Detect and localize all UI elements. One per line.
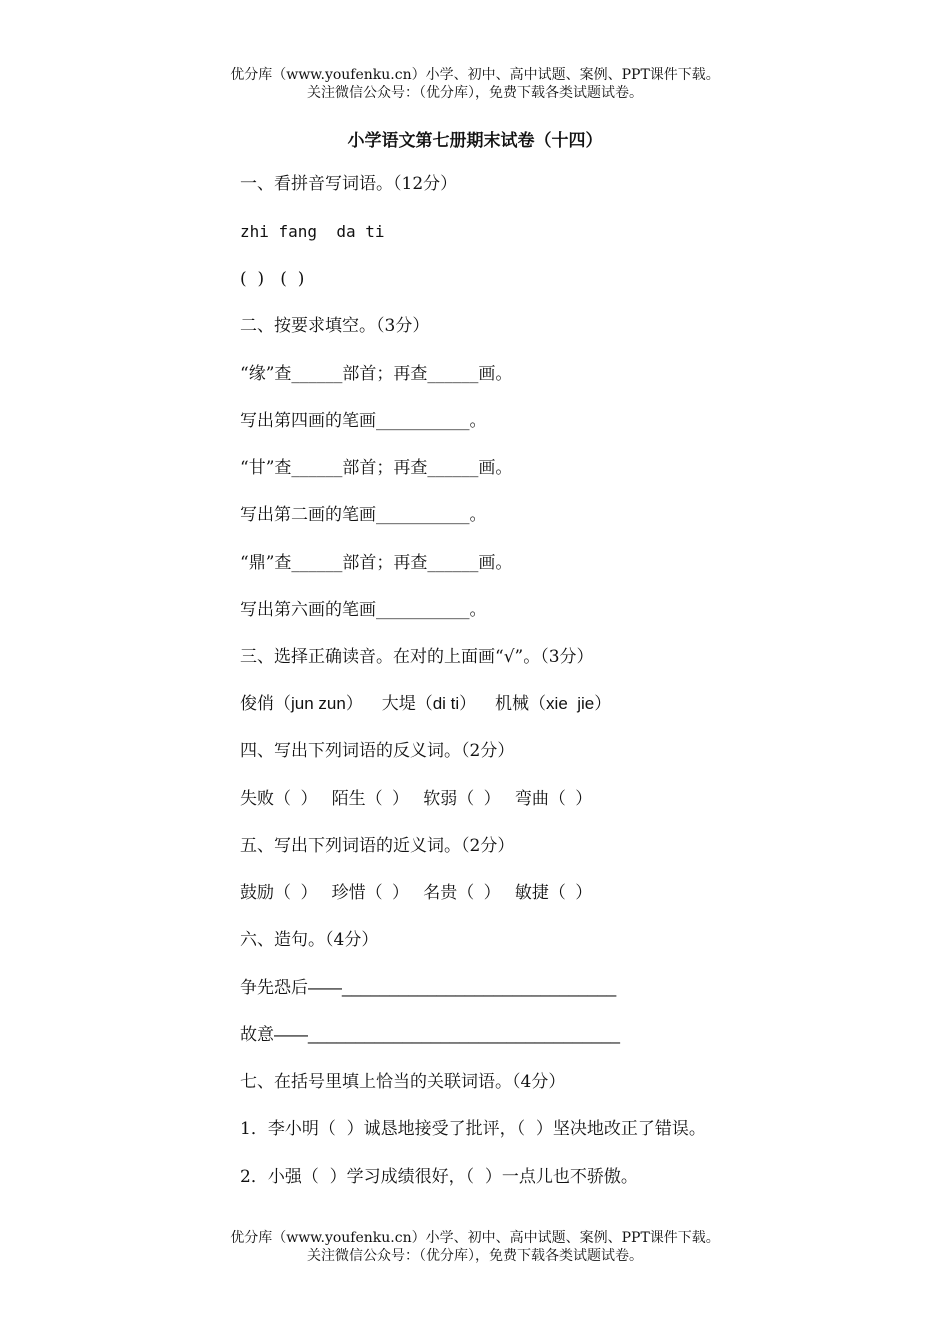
page-title: 小学语文第七册期末试卷（十四） <box>347 131 603 151</box>
pronunciation-choices: 俊俏（jun zun） 大堤（di ti） 机械（xie jie） <box>240 694 612 713</box>
antonym-items: 失败（ ） 陌生（ ） 软弱（ ） 弯曲（ ） <box>240 789 593 808</box>
fill-item: “缘”查______部首；再查______画。 <box>240 364 513 384</box>
header-line-2: 关注微信公众号：（优分库），免费下载各类试题试卷。 <box>307 85 643 101</box>
section-5-heading: 五、写出下列词语的近义词。（2分） <box>240 836 515 856</box>
footer-line-1: 优分库（www.youfenku.cn）小学、初中、高中试题、案例、PPT课件下载。 <box>230 1230 720 1246</box>
section-7-heading: 七、在括号里填上恰当的关联词语。（4分） <box>240 1072 566 1092</box>
page-footer <box>0 1229 950 1265</box>
conjunction-item: 2．小强（ ）学习成绩很好，（ ）一点儿也不骄傲。 <box>240 1167 638 1187</box>
page-header <box>0 66 950 102</box>
footer-line-2: 关注微信公众号：（优分库），免费下载各类试题试卷。 <box>307 1248 643 1264</box>
fill-item: 写出第四画的笔画___________。 <box>240 411 487 431</box>
fill-item: “甘”查______部首；再查______画。 <box>240 458 513 478</box>
conjunction-item: 1．李小明（ ）诚恳地接受了批评，（ ）坚决地改正了错误。 <box>240 1119 706 1139</box>
sentence-item: 争先恐后——_____________________________ <box>240 978 617 997</box>
section-6-heading: 六、造句。（4分） <box>240 930 379 950</box>
fill-item: “鼎”查______部首；再查______画。 <box>240 553 513 573</box>
synonym-items: 鼓励（ ） 珍惜（ ） 名贵（ ） 敏捷（ ） <box>240 883 593 902</box>
answer-blanks: ( ) ( ) <box>240 269 305 289</box>
section-1-heading: 一、看拼音写词语。（12分） <box>240 174 458 194</box>
section-3-heading: 三、选择正确读音。在对的上面画“√”。（3分） <box>240 647 594 667</box>
fill-item: 写出第六画的笔画___________。 <box>240 600 487 620</box>
sentence-item: 故意——_________________________________ <box>240 1025 621 1044</box>
pinyin-prompt: zhi fang da ti <box>240 222 385 241</box>
section-4-heading: 四、写出下列词语的反义词。（2分） <box>240 741 515 761</box>
header-line-1: 优分库（www.youfenku.cn）小学、初中、高中试题、案例、PPT课件下载。 <box>230 67 720 83</box>
fill-item: 写出第二画的笔画___________。 <box>240 505 487 525</box>
section-2-heading: 二、按要求填空。（3分） <box>240 316 430 336</box>
